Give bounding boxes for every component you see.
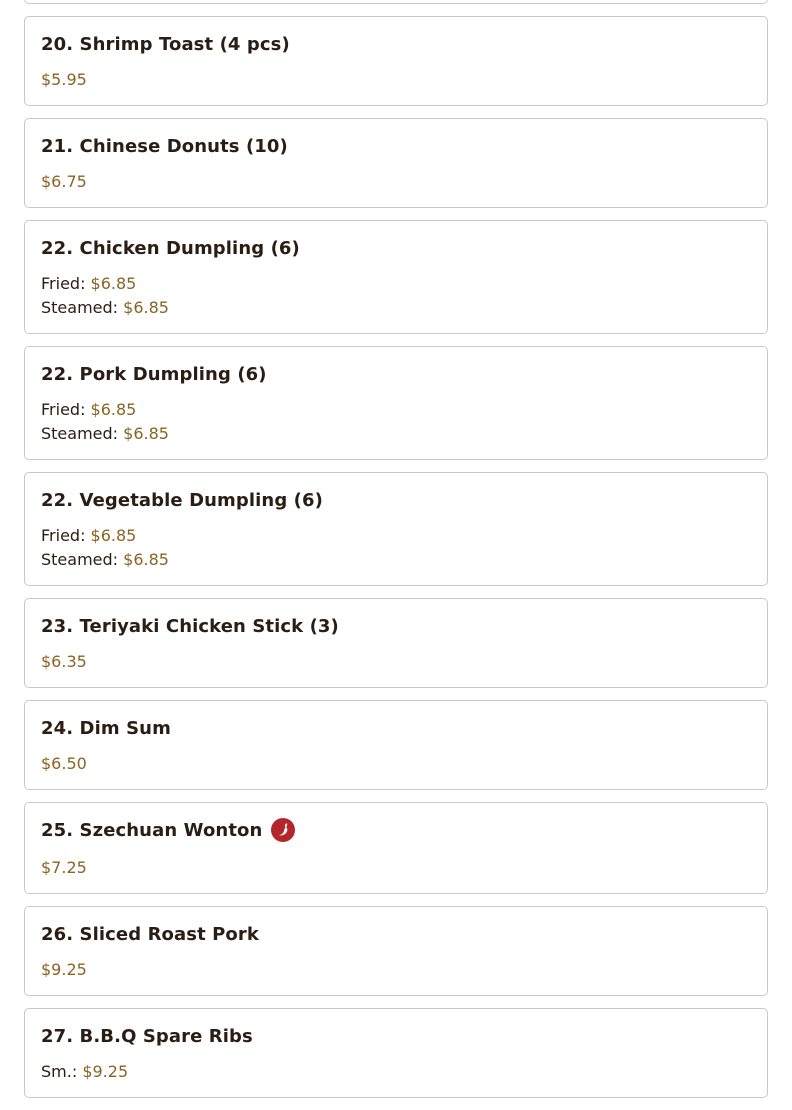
menu-item-title: 20. Shrimp Toast (4 pcs) — [41, 33, 290, 55]
menu-item-prices — [41, 650, 751, 674]
price-value: $5.95 — [41, 70, 87, 89]
menu-item-title: 22. Chicken Dumpling (6) — [41, 237, 300, 259]
menu-item-prices — [41, 272, 751, 320]
price-label: Steamed: — [41, 298, 119, 317]
price-value: $9.25 — [82, 1062, 129, 1081]
price-label: Sm.: — [41, 1062, 78, 1081]
menu-item-card[interactable] — [24, 16, 768, 106]
menu-item-prices — [41, 170, 751, 194]
menu-item-title: 22. Vegetable Dumpling (6) — [41, 489, 323, 511]
price-line — [41, 68, 751, 92]
menu-item-prices — [41, 752, 751, 776]
menu-item-title: 27. B.B.Q Spare Ribs — [41, 1025, 253, 1047]
menu-item-title-row — [41, 235, 751, 261]
menu-item-title: 26. Sliced Roast Pork — [41, 923, 259, 945]
menu-item-title-row — [41, 487, 751, 513]
menu-item-card[interactable] — [24, 700, 768, 790]
menu-item-title: 24. Dim Sum — [41, 717, 171, 739]
menu-item-card-previous[interactable] — [24, 0, 768, 4]
menu-item-card[interactable] — [24, 220, 768, 334]
menu-item-title-row — [41, 817, 751, 843]
menu-item-card[interactable] — [24, 906, 768, 996]
menu-item-title-row — [41, 613, 751, 639]
price-line — [41, 958, 751, 982]
price-value: $6.85 — [123, 298, 169, 317]
price-line — [41, 650, 751, 674]
price-line — [41, 272, 751, 296]
menu-item-title: 22. Pork Dumpling (6) — [41, 363, 267, 385]
menu-item-title: 21. Chinese Donuts (10) — [41, 135, 288, 157]
price-label: Fried: — [41, 400, 86, 419]
menu-item-prices — [41, 524, 751, 572]
price-label: Fried: — [41, 274, 86, 293]
menu-item-card[interactable] — [24, 472, 768, 586]
menu-item-card[interactable] — [24, 118, 768, 208]
menu-item-list — [24, 0, 768, 1110]
price-value: $6.85 — [90, 400, 137, 419]
menu-item-prices — [41, 1060, 751, 1084]
price-line — [41, 524, 751, 548]
price-value: $6.35 — [41, 652, 87, 671]
menu-item-card[interactable] — [24, 1008, 768, 1098]
price-line — [41, 422, 751, 446]
menu-item-card[interactable] — [24, 346, 768, 460]
menu-item-title: 25. Szechuan Wonton — [41, 819, 263, 841]
price-label: Fried: — [41, 526, 86, 545]
menu-item-card[interactable] — [24, 802, 768, 894]
menu-item-prices — [41, 68, 751, 92]
price-line — [41, 296, 751, 320]
menu-item-title-row — [41, 1023, 751, 1049]
menu-item-title-row — [41, 31, 751, 57]
price-line — [41, 170, 751, 194]
price-line — [41, 1060, 751, 1084]
price-value: $7.25 — [41, 858, 87, 877]
menu-item-title-row — [41, 361, 751, 387]
menu-item-prices — [41, 958, 751, 982]
menu-item-title-row — [41, 133, 751, 159]
price-line — [41, 398, 751, 422]
price-value: $6.85 — [90, 274, 137, 293]
price-line — [41, 752, 751, 776]
menu-item-prices — [41, 398, 751, 446]
price-label: Steamed: — [41, 550, 119, 569]
price-value: $6.85 — [123, 424, 169, 443]
price-line — [41, 548, 751, 572]
chili-pepper-icon — [271, 818, 295, 842]
menu-item-prices — [41, 856, 751, 880]
price-value: $9.25 — [41, 960, 87, 979]
price-label: Steamed: — [41, 424, 119, 443]
menu-item-card[interactable] — [24, 598, 768, 688]
price-value: $6.85 — [123, 550, 169, 569]
price-line — [41, 856, 751, 880]
price-value: $6.75 — [41, 172, 87, 191]
menu-item-title-row — [41, 921, 751, 947]
price-value: $6.50 — [41, 754, 87, 773]
menu-item-title-row — [41, 715, 751, 741]
price-value: $6.85 — [90, 526, 137, 545]
menu-item-title: 23. Teriyaki Chicken Stick (3) — [41, 615, 339, 637]
